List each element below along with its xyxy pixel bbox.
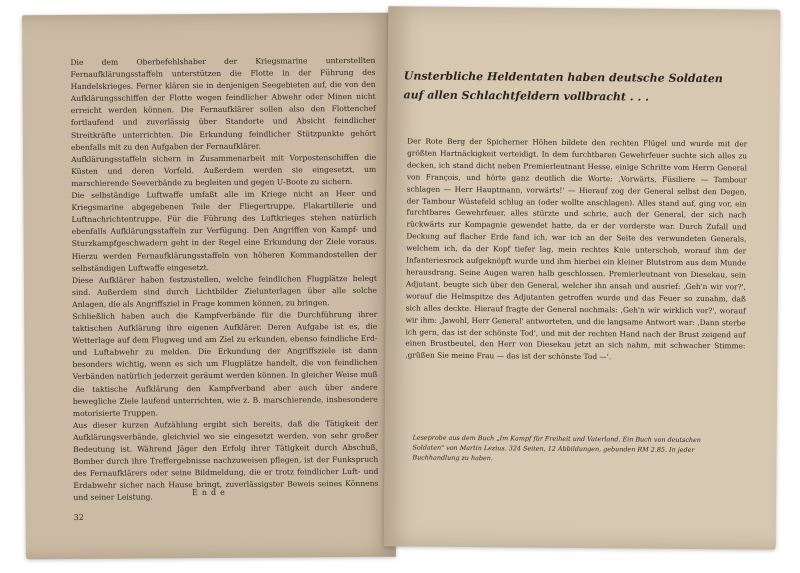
paragraph: Aus dieser kurzen Aufzählung ergibt sich bereits, daß die Tätigkeit der Aufklärungsverbände, gleichviel wo sie eingesetzt werden, von sehr großer Bedeutung ist. Während Jäger den Erfolg ihrer Tätigkeit durch Abschuß, Bomber durch ihre Treffergebnisse nachzuweisen pflegen, ist der Funkspruch des Fernaufklärers oder seine Bildmeldung, die er trotz feindlicher Luft- und Erdabwehr sicher nach Hause bringt, zuverlässigster Beweis seines Könnens und seiner Leistung. [72,418,379,503]
paragraph: Die dem Oberbefehlshaber der Kriegsmarine unterstellten Fernaufklärungsstaffeln unterstützen die Flotte in der Führung des Handelskrieges. Ferner klären sie in denjenigen Seegebieten auf, die von den Aufklärungsschiffen der Flotte wegen feindlicher Abwehr oder Minen nicht erreicht werden können. Die Fernaufklärer sollen also den Flottenchef fortlaufend und zuverlässig über Standorte und Absicht feindlicher Streitkräfte unterrichten. Die Erkundung feindlicher Stützpunkte gehört ebenfalls mit zu den Aufgaben der Fernaufklärer. [70,55,376,152]
end-marker: Ende [191,487,229,498]
left-page-body [70,55,378,505]
page-number: 32 [73,512,84,522]
paragraph: Aufklärungsstaffeln sichern in Zusammenarbeit mit Vorpostenschiffen die Küsten und deren Vorfeld. Außerdem werden sie eingesetzt, um marschierende Seeverbände zu begleiten und gegen U-Boote zu sichern. [71,152,377,188]
paragraph: Schließlich haben auch die Kampfverbände für die Durchführung ihrer taktischen Aufklärung ihre eigenen Aufklärer. Deren Aufgabe ist es, die Wetterlage auf dem Flugweg und am Ziel zu erkunden, ebenso feindliche Erd- und Luftabwehr zu melden. Die Erkundung der Angriffsziele ist dann besonders wichtig, wenn es sich um Flugplätze handelt, die von feindlichen Verbänden natürlich jederzeit geräumt werden können. In gleicher Weise muß die taktische Aufklärung den Kampfverband aber auch über andere bewegliche Ziele laufend unterrichten, wie z. B. marschierende, insbesondere motorisierte Truppen. [72,309,378,418]
book-advert: Leseprobe aus dem Buch „Im Kampf für Freiheit und Vaterland. Ein Buch von deutschen Soldaten" von Martin Lezius. 324 Seiten, 12 Abbildungen, gebunden RM 2.85. In jeder Buchhandlung zu haben. [412,433,701,463]
right-page [384,6,781,549]
story-text: Der Rote Berg der Spicherner Höhen bildete den rechten Flügel und wurde mit der größten Hartnäckigkeit verteidigt. In dem furchtbaren Gewehrfeuer suchte sich alles zu decken, ich stand dicht neben Premierleutnant Hesse, einige Schritte vom Herrn General von François, und hörte ganz deutlich die Worte: ‚Vorwärts, Füsiliere — Tambour schlagen — Herr Hauptmann, vorwärts!' — Hierauf zog der General selbst den Degen, der Tambour Wüstefeld schlug an (oder wollte anschlagen). Alles stand auf, ging vor, ein furchtbares Gewehrfeuer, alles stürzte und schrie, auch der General, der sich nach rückwärts zur Kompagnie gewendet hatte, da er der vorderste war. Durch Zufall und Deckung auf flacher Erde fand ich, war ich an der Seite des verwundeten Generals, welchem ich, da der Kopf tiefer lag, mein rechtes Knie unterschob, worauf ihm der Infanteriesrock aufgeknöpft wurde und ihm hierbei ein kleiner Blutstrom aus dem Munde herausdrang. Seine Augen waren halb geschlossen. Premierleutnant von Diesekau, sein Adjutant, beugte sich über den General, welcher ihn ansah und ausrief: ‚Geh'n wir vor?', worauf die Helmspitze des Adjutanten getroffen wurde und das Feuer so zunahm, daß sich alles deckte. Hierauf fragte der General nochmals: ‚Geh'n wir wirklich vor?', worauf wir ihm: ‚Jawohl, Herr General' antworteten, und die langsame Antwort war: ‚Dann sterbe ich gern, das ist der schönste Tod', und mit der rechten Hand nach der Brust zeigend auf einen Brustbeutel, den Herr von Diesekau jetzt an sich nahm, mit schwacher Stimme: ‚grüßen Sie meine Frau — das ist der schönste Tod —'. [405,136,748,362]
paragraph: Diese Aufklärer haben festzustellen, welche feindlichen Flugplätze belegt sind. Außerdem sind durch Lichtbilder Zielunterlagen über alle solche Anlagen, die als Angriffsziel in Frage kommen können, zu bringen. [71,273,378,309]
page-heading: Unsterbliche Heldentaten haben deutsche Soldaten auf allen Schlachtfeldern vollbracht . . . [403,69,723,104]
paragraph: Die selbständige Luftwaffe umfaßt alle im Kriege nicht an Heer und Kriegsmarine abgegebenen Teile der Fliegertruppe, Flakartillerie und Luftnachrichtentruppe. Für die Führung des Luftkrieges stehen natürlich ebenfalls Aufklärungsstaffeln zur Verfügung. Den Angriffen von Kampf- und Sturzkampfgeschwadern geht in der Regel eine Erkundung der Ziele voraus. Hierzu werden Fernaufklärungsstaffeln von höheren Kommandostellen der selbständigen Luftwaffe eingesetzt. [71,188,377,273]
left-page [22,13,396,560]
